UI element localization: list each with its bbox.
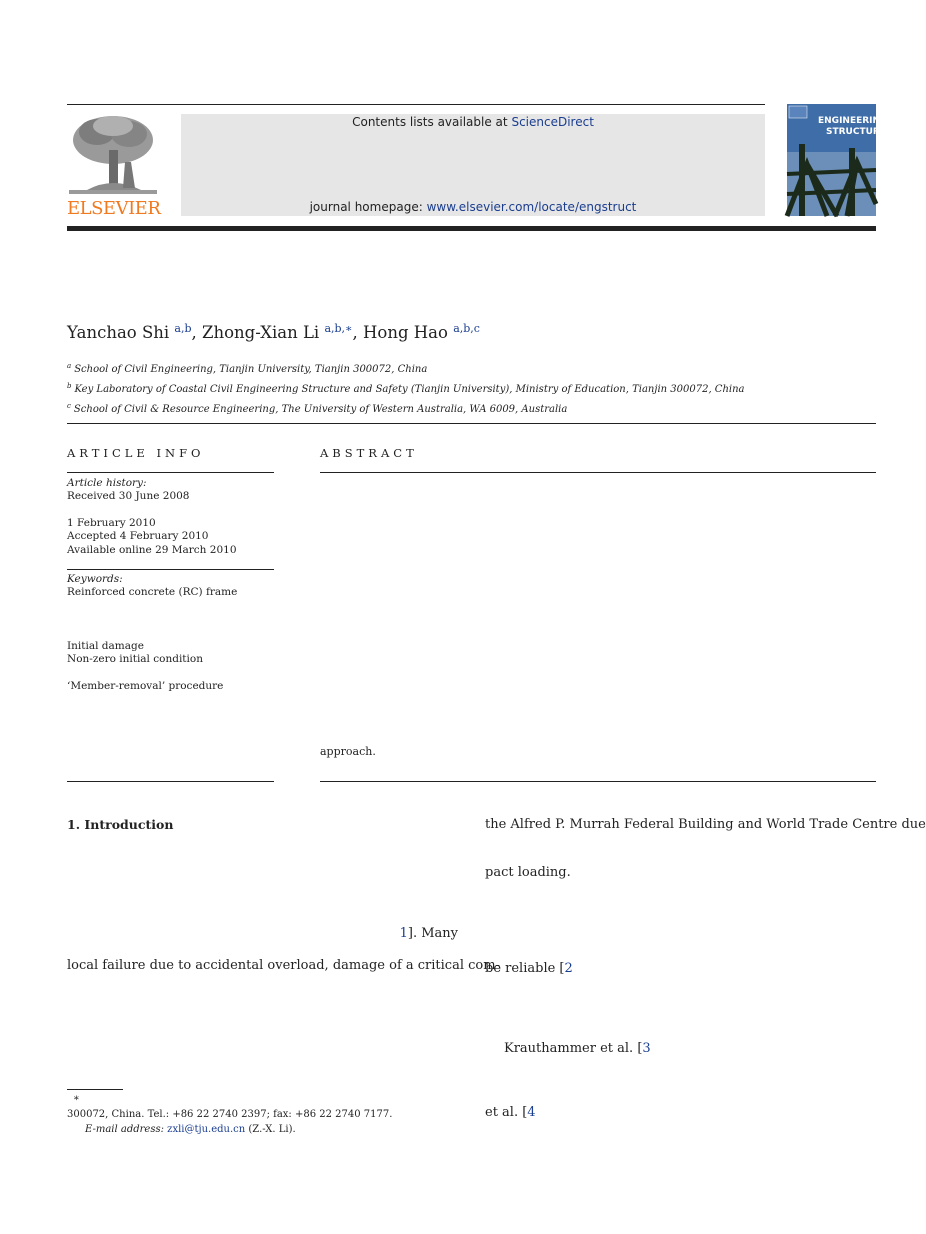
affiliations bbox=[67, 358, 745, 418]
ref-4[interactable]: 4 bbox=[527, 1105, 536, 1120]
authors-line bbox=[67, 322, 480, 342]
contents-line bbox=[181, 115, 765, 129]
email-link[interactable]: zxli@tju.edu.cn bbox=[167, 1124, 246, 1135]
article-info-rule bbox=[67, 472, 274, 473]
abstract-rule bbox=[320, 472, 876, 473]
article-history bbox=[67, 477, 274, 557]
article-info-heading: ARTICLE INFO bbox=[67, 446, 205, 460]
keywords-cont bbox=[67, 640, 274, 693]
keyword-1: Reinforced concrete (RC) frame bbox=[67, 586, 238, 599]
keyword-3: Non-zero initial condition bbox=[67, 653, 203, 666]
online-date: Available online 29 March 2010 bbox=[67, 543, 237, 556]
author-1: Yanchao Shi bbox=[67, 323, 170, 342]
homepage-prefix: journal homepage: bbox=[309, 200, 423, 214]
ref-2[interactable]: 2 bbox=[564, 961, 573, 976]
contents-prefix: Contents lists available at bbox=[352, 115, 508, 129]
intro-fragment-2: local failure due to accidental overload, damage of a critical com- bbox=[67, 958, 500, 973]
affiliation-c: $^c$ School of Civil & Resource Engineering, The University of Western Australia, WA 6009, Australia bbox=[67, 402, 568, 415]
author-1-affil[interactable]: a,b bbox=[174, 322, 192, 335]
section-rule bbox=[67, 423, 876, 424]
accepted-date: Accepted 4 February 2010 bbox=[67, 530, 209, 543]
right-line-3: be reliable [2 bbox=[485, 961, 573, 976]
intro-heading: 1. Introduction bbox=[67, 817, 174, 832]
keyword-4: ‘Member-removal’ procedure bbox=[67, 679, 224, 692]
abstract-tail: approach. bbox=[320, 745, 376, 758]
journal-homepage-link[interactable]: www.elsevier.com/locate/engstruct bbox=[426, 200, 637, 214]
article-info-bottom-rule bbox=[67, 781, 274, 782]
abstract-heading: ABSTRACT bbox=[320, 446, 418, 460]
publisher-name: ELSEVIER bbox=[67, 198, 161, 219]
revised-date: 1 February 2010 bbox=[67, 516, 156, 529]
ref-3[interactable]: 3 bbox=[642, 1041, 651, 1056]
email-label: E-mail address: bbox=[85, 1124, 164, 1135]
keywords bbox=[67, 573, 274, 600]
right-line-2: pact loading. bbox=[485, 865, 571, 880]
right-line-1: the Alfred P. Murrah Federal Building and World Trade Centre due bbox=[485, 817, 926, 832]
cover-title: ENGINEERING STRUCTURES bbox=[818, 116, 893, 137]
header-bottom-rule bbox=[67, 226, 876, 231]
history-label: Article history: bbox=[67, 477, 147, 489]
keywords-label: Keywords: bbox=[67, 573, 123, 585]
homepage-line bbox=[181, 200, 765, 214]
footnote-contact: 300072, China. Tel.: +86 22 2740 2397; fax: +86 22 2740 7177. bbox=[67, 1109, 393, 1120]
author-2: , Zhong-Xian Li bbox=[191, 323, 320, 342]
intro-fragment-1: 1]. Many bbox=[399, 926, 458, 941]
footnote-email-line bbox=[85, 1123, 296, 1136]
journal-header-box bbox=[181, 114, 765, 216]
footnote-rule bbox=[67, 1089, 123, 1090]
elsevier-tree-icon bbox=[67, 114, 159, 198]
affiliation-b: $^b$ Key Laboratory of Coastal Civil Engineering Structure and Safety (Tianjin University), Ministry of Education, Tianjin 300072, China bbox=[67, 382, 745, 395]
affiliation-a: $^a$ School of Civil Engineering, Tianjin University, Tianjin 300072, China bbox=[67, 362, 428, 375]
author-2-affil[interactable]: a,b,∗ bbox=[324, 322, 353, 335]
footnote-star: ∗ bbox=[73, 1093, 80, 1104]
journal-cover bbox=[787, 104, 893, 216]
received-date: Received 30 June 2008 bbox=[67, 490, 190, 503]
abstract-bottom-rule bbox=[320, 781, 876, 782]
keyword-2: Initial damage bbox=[67, 640, 144, 652]
keywords-rule bbox=[67, 569, 274, 570]
author-3: , Hong Hao bbox=[352, 323, 448, 342]
elsevier-logo bbox=[67, 114, 161, 219]
email-suffix: (Z.-X. Li). bbox=[248, 1124, 296, 1135]
sciencedirect-link[interactable]: ScienceDirect bbox=[511, 115, 594, 129]
right-line-4: Krauthammer et al. [3 bbox=[504, 1041, 651, 1056]
ref-1[interactable]: 1 bbox=[399, 926, 408, 941]
right-line-5: et al. [4 bbox=[485, 1105, 536, 1120]
author-3-affil[interactable]: a,b,c bbox=[453, 322, 480, 335]
header-top-rule bbox=[67, 104, 765, 105]
